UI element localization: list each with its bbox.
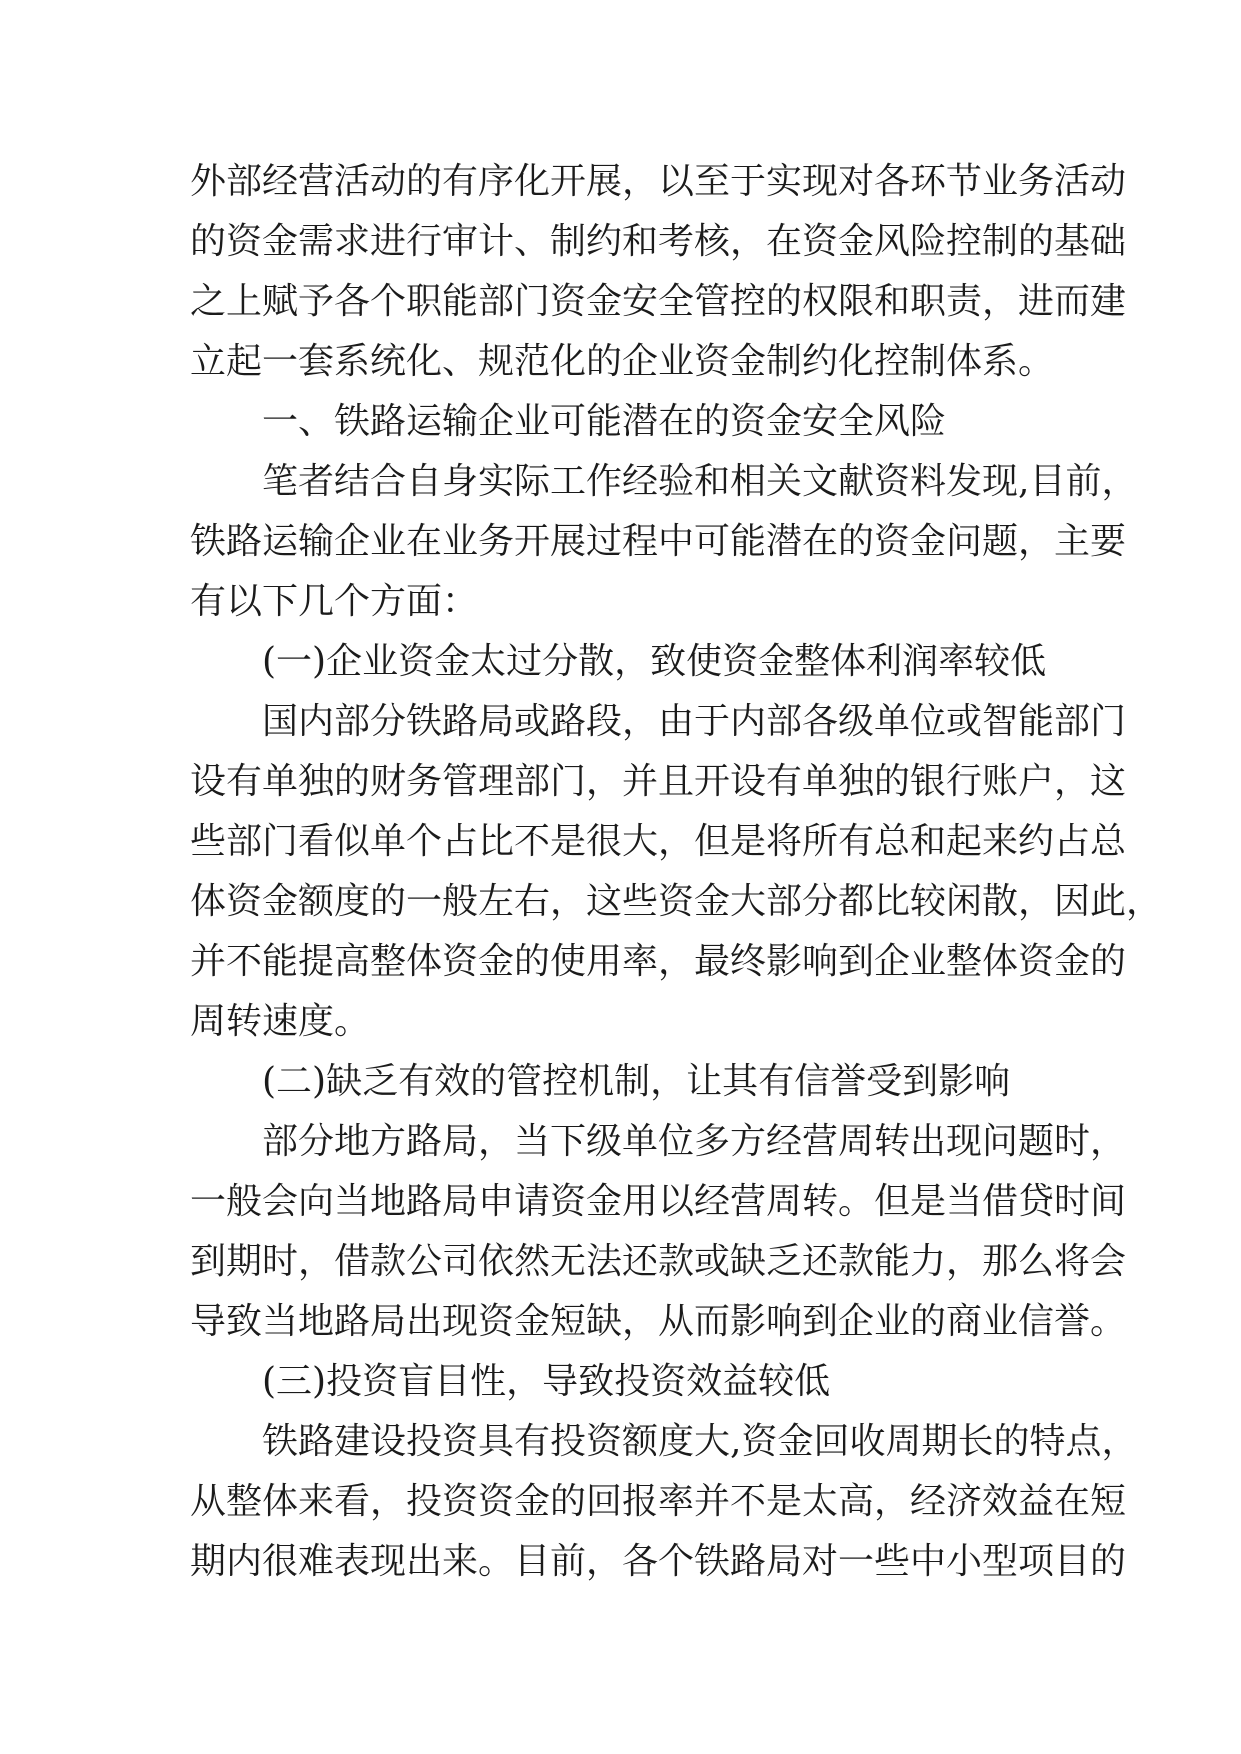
paragraph-line: 之上赋予各个职能部门资金安全管控的权限和职责，进而建 (190, 281, 1127, 322)
paragraph-line: 的资金需求进行审计、制约和考核，在资金风险控制的基础 (190, 221, 1127, 262)
paragraph-line: 期内很难表现出来。目前，各个铁路局对一些中小型项目的 (190, 1541, 1127, 1582)
section-heading: 一、铁路运输企业可能潜在的资金安全风险 (262, 401, 947, 442)
paragraph-line: 设有单独的财务管理部门，并且开设有单独的银行账户，这 (190, 761, 1127, 802)
paragraph-line: 部分地方路局，当下级单位多方经营周转出现问题时， (262, 1121, 1127, 1162)
subsection-heading: (一)企业资金太过分散，致使资金整体利润率较低 (262, 641, 1047, 682)
paragraph-line: 周转速度。 (190, 1001, 371, 1042)
subsection-heading: (三)投资盲目性，导致投资效益较低 (262, 1361, 831, 1402)
body-text (190, 152, 1163, 1592)
paragraph-line: 铁路建设投资具有投资额度大,资金回收周期长的特点， (262, 1421, 1138, 1462)
paragraph-line: 并不能提高整体资金的使用率，最终影响到企业整体资金的 (190, 941, 1127, 982)
paragraph-line: 些部门看似单个占比不是很大，但是将所有总和起来约占总 (190, 821, 1127, 862)
paragraph-line: 一般会向当地路局申请资金用以经营周转。但是当借贷时间 (190, 1181, 1127, 1222)
paragraph-line: 铁路运输企业在业务开展过程中可能潜在的资金问题，主要 (190, 521, 1127, 562)
subsection-heading: (二)缺乏有效的管控机制，让其有信誉受到影响 (262, 1061, 1011, 1102)
paragraph-line: 到期时，借款公司依然无法还款或缺乏还款能力，那么将会 (190, 1241, 1127, 1282)
paragraph-line: 外部经营活动的有序化开展，以至于实现对各环节业务活动 (190, 161, 1127, 202)
paragraph-line: 立起一套系统化、规范化的企业资金制约化控制体系。 (190, 341, 1055, 382)
paragraph-line: 有以下几个方面： (190, 581, 479, 622)
paragraph-line: 体资金额度的一般左右，这些资金大部分都比较闲散，因此， (190, 881, 1163, 922)
paragraph-line: 导致当地路局出现资金短缺，从而影响到企业的商业信誉。 (190, 1301, 1127, 1342)
paragraph-line: 从整体来看，投资资金的回报率并不是太高，经济效益在短 (190, 1481, 1127, 1522)
paragraph-line: 笔者结合自身实际工作经验和相关文献资料发现,目前， (262, 461, 1138, 502)
paragraph-line: 国内部分铁路局或路段，由于内部各级单位或智能部门 (262, 701, 1127, 742)
